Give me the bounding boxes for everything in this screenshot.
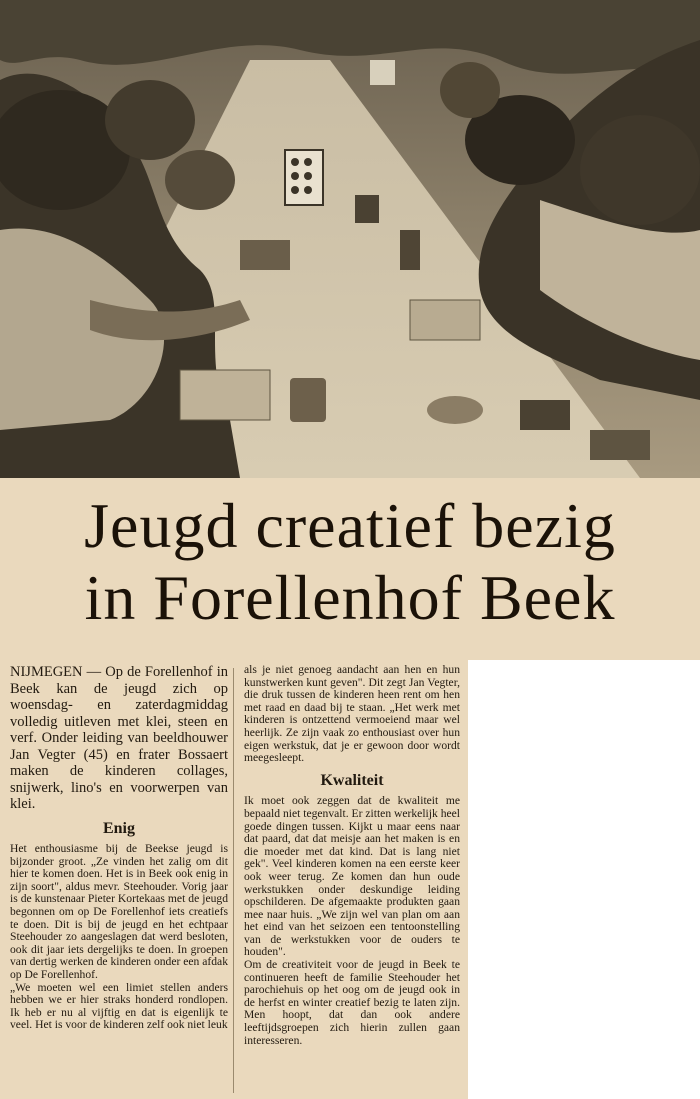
article-column-left <box>10 664 228 1032</box>
article-right-top: als je niet genoeg aandacht aan hen en hun kunstwerken kunt geven". Dit zegt Jan Vegter, die druk tussen de kinderen heen rent om hen met raad en daad bij te staan. „Het werk met kinderen is ontzettend vermoeiend maar wel heerlijk. Ze zijn vaak zo enthousiast over hun eigen werkstuk, dat je er gewoon door wordt meegesleept. <box>244 663 460 765</box>
column-divider <box>233 668 234 1093</box>
article-lead: NIJMEGEN — Op de Forellenhof in Beek kan de jeugd zich op woensdag- en zaterdagmiddag volledig uitleven met klei, steen en verf. Onder leiding van beeldhouwer Jan Vegter (45) en frater Bossaert maken de kinderen collages, snijwerk, lino's en voorwerpen van klei. <box>10 664 228 812</box>
headline-line-2: in Forellenhof Beek <box>84 562 616 633</box>
article-section-2b: Om de creativiteit voor de jeugd in Beek te continueren heeft de familie Steehouder het parochiehuis op het oog om de jeugd ook in de herfst en winter creatief bezig te laten zijn. Men hoopt, dat dan ook andere leeftijdsgroepen zich hierin zullen gaan interesseren. <box>244 958 460 1047</box>
photo-children-crafting-icon <box>0 0 700 478</box>
subhead-kwaliteit: Kwaliteit <box>320 771 384 789</box>
headline <box>0 490 700 634</box>
article-section-1: Het enthousiasme bij de Beekse jeugd is bijzonder groot. „Ze vinden het zalig om dit hier te komen doen. Het is in Beek ook enig in zijn soort", aldus mevr. Steehouder. Vorig jaar is de kunstenaar Pieter Kortekaas met de jeugd begonnen om op De Forellenhof iets creatiefs te doen. Dit is bij de jeugd en het echtpaar Steehouder zo aangeslagen dat werd besloten, ook dit jaar iets dergelijks te doen. In groepen van dertig werken de kinderen onder een afdak op De Forellenhof. <box>10 842 228 982</box>
article-column-right <box>244 664 460 1047</box>
subhead-enig: Enig <box>102 819 135 837</box>
article-section-2: Ik moet ook zeggen dat de kwaliteit me bepaald niet tegenvalt. Er zitten werkelijk heel goede dingen tussen. Kijkt u maar eens naar dat paard, dat dat meisje aan het maken is en die moeder met dat kind. Dat is lang niet gek". Veel kinderen komen na een eerste keer ook weer terug. Ze komen dan hun oude werkstukken onder deskundige leiding opschilderen. De afgemaakte produkten gaan mee naar huis. „We zijn wel van plan om aan het eind van het seizoen een tentoonstelling van de werkstukken voor de ouders te houden". <box>244 794 461 959</box>
headline-line-1: Jeugd creatief bezig <box>84 490 616 561</box>
article-photo <box>0 0 700 478</box>
article-section-1b: „We moeten wel een limiet stellen anders hebben we er hier straks honderd rondlopen. Ik heb er nu al vijftig en dat is eigenlijk te veel. Het is voor de kinderen zelf ook niet leuk <box>10 980 228 1032</box>
